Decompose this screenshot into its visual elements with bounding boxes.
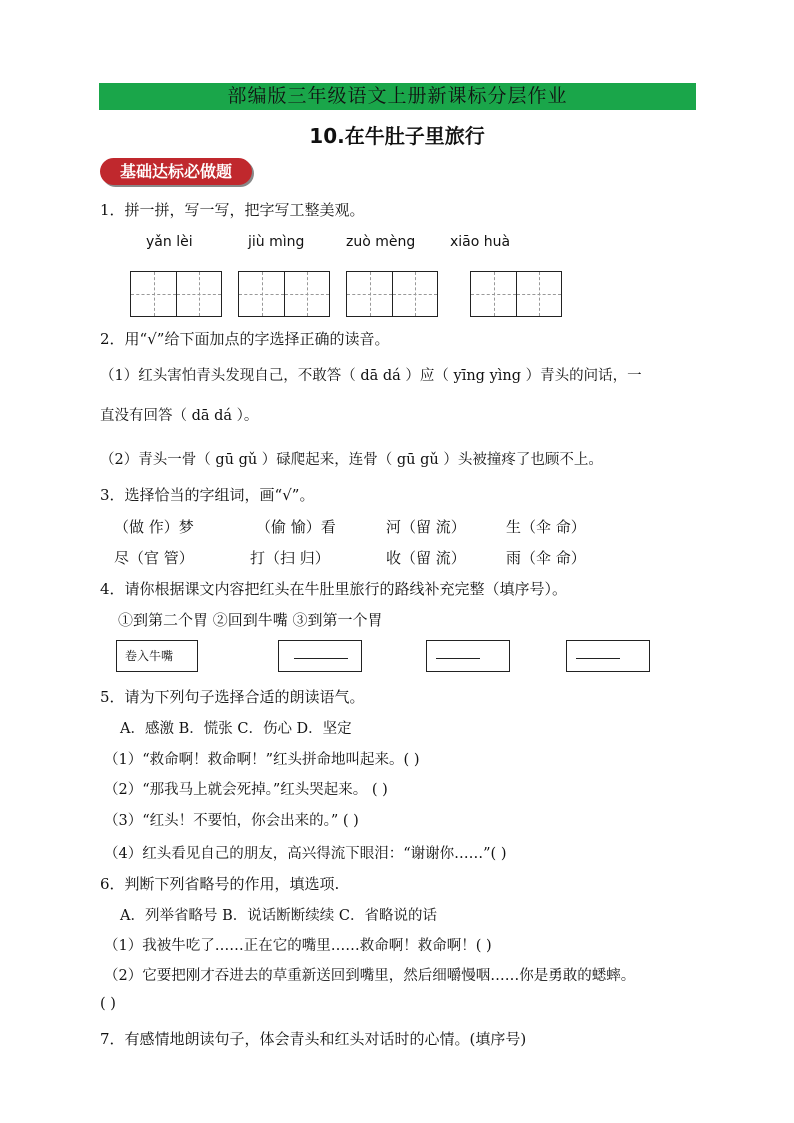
q5-sentence-4: （4）红头看见自己的朋友，高兴得流下眼泪：“谢谢你……”( )	[104, 846, 507, 862]
q5-sentence-3: （3）“红头！不要怕，你会出来的。” ( )	[104, 813, 359, 829]
q3-word: （偷 愉）看	[256, 518, 336, 536]
q5-stem: 5．请为下列句子选择合适的朗读语气。	[100, 688, 365, 706]
route-answer-box-1[interactable]	[278, 640, 362, 672]
q6-sentence-2: （2）它要把刚才吞进去的草重新送回到嘴里，然后细嚼慢咽……你是勇敢的蟋蟀。	[104, 968, 636, 984]
q1-pinyin-1: yǎn lèi	[146, 234, 193, 250]
q5-sentence-2: （2）“那我马上就会死掉。”红头哭起来。 ( )	[104, 782, 388, 798]
route-answer-box-3[interactable]	[566, 640, 650, 672]
q2-line-3: （2）青头一骨（ gū gǔ ）碌爬起来，连骨（ gū gǔ ）头被撞疼了也顾不上。	[100, 452, 603, 468]
q3-word: （做 作）梦	[114, 518, 194, 536]
q6-stem: 6．判断下列省略号的作用，填选项.	[100, 875, 340, 893]
writing-grid-3[interactable]	[346, 271, 438, 317]
answer-line	[576, 658, 620, 659]
q6-sentence-1: （1）我被牛吃了……正在它的嘴里……救命啊！救命啊！( )	[104, 938, 492, 954]
q1-pinyin-3: zuò mèng	[346, 234, 416, 250]
q5-options: A．感激 B．慌张 C．伤心 D．坚定	[120, 721, 352, 737]
page-banner: 部编版三年级语文上册新课标分层作业	[99, 83, 696, 110]
q3-word: 雨（伞 命）	[506, 549, 586, 567]
answer-line	[436, 658, 480, 659]
q1-pinyin-2: jiù mìng	[248, 234, 305, 250]
q5-sentence-1: （1）“救命啊！救命啊！”红头拼命地叫起来。( )	[104, 752, 420, 768]
q3-word: 生（伞 命）	[506, 518, 586, 536]
q1-stem: 1．拼一拼，写一写，把字写工整美观。	[100, 201, 365, 219]
q1-pinyin-4: xiāo huà	[450, 234, 511, 250]
q4-options: ①到第二个胃 ②回到牛嘴 ③到第一个胃	[118, 611, 383, 629]
q3-word: 尽（官 管）	[114, 549, 194, 567]
page-title: 10.在牛肚子里旅行	[309, 124, 485, 148]
route-start-label: 卷入牛嘴	[125, 649, 174, 663]
q2-stem: 2．用“√”给下面加点的字选择正确的读音。	[100, 330, 390, 348]
writing-grid-2[interactable]	[238, 271, 330, 317]
section-badge: 基础达标必做题	[100, 158, 252, 185]
route-answer-box-2[interactable]	[426, 640, 510, 672]
writing-grid-1[interactable]	[130, 271, 222, 317]
q6-sentence-2-answer: ( )	[100, 996, 116, 1012]
q3-word: 打（扫 归）	[250, 549, 330, 567]
writing-grid-4[interactable]	[470, 271, 562, 317]
q3-word: 河（留 流）	[386, 518, 466, 536]
q2-line-2: 直没有回答（ dā dá ）。	[100, 408, 259, 424]
q6-options: A．列举省略号 B．说话断断续续 C．省略说的话	[120, 908, 437, 924]
q7-stem: 7．有感情地朗读句子，体会青头和红头对话时的心情。(填序号)	[100, 1030, 527, 1048]
q2-line-1: （1）红头害怕青头发现自己，不敢答（ dā dá ）应（ yīng yìng ）青头的问话，一	[100, 368, 642, 384]
q3-word: 收（留 流）	[386, 549, 466, 567]
q3-stem: 3．选择恰当的字组词，画“√”。	[100, 486, 315, 504]
route-start-box	[116, 640, 198, 672]
q4-stem: 4．请你根据课文内容把红头在牛肚里旅行的路线补充完整（填序号）。	[100, 580, 568, 598]
answer-line	[294, 658, 348, 659]
